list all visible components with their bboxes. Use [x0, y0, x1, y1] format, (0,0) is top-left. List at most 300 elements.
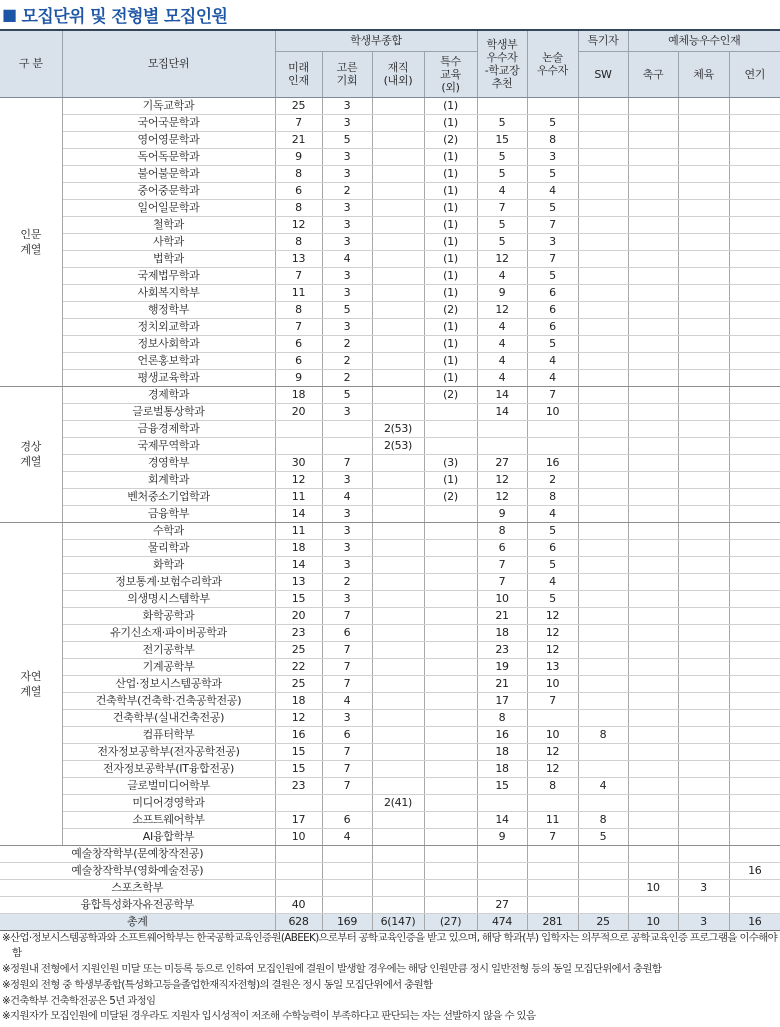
- unit-cell: 의생명시스템학부: [62, 590, 275, 607]
- table-row: [0, 267, 780, 284]
- cell-school-rec: 9: [477, 505, 527, 522]
- cell-mirae: 12: [275, 216, 322, 233]
- cell-teuksu: [424, 879, 477, 896]
- cell-essay: 5: [527, 590, 578, 607]
- cell-teuksu: [424, 658, 477, 675]
- cell-essay: [527, 794, 578, 811]
- total-school-rec: 474: [477, 913, 527, 930]
- cell-school-rec: [477, 97, 527, 114]
- cell-school-rec: 7: [477, 573, 527, 590]
- cell-soccer: [628, 403, 678, 420]
- unit-cell: 기계공학부: [62, 658, 275, 675]
- footnote: ※산업·정보시스템공학과와 소프트웨어학부는 한국공학교육인증원(ABEEK)으로부터 공학교육인증을 받고 있으며, 해당 학과(부) 입학자는 의무적으로 공학교육인증 프로그램을 이수해야 함: [2, 931, 778, 960]
- cell-acting: [729, 641, 780, 658]
- table-row: [0, 624, 780, 641]
- cell-essay: 4: [527, 352, 578, 369]
- cell-essay: [527, 420, 578, 437]
- cell-school-rec: 21: [477, 607, 527, 624]
- cell-sw: [578, 641, 628, 658]
- cell-acting: [729, 131, 780, 148]
- cell-pe: [678, 182, 729, 199]
- cell-acting: [729, 743, 780, 760]
- cell-mirae: 23: [275, 777, 322, 794]
- total-row: [0, 913, 780, 930]
- total-sw: 25: [578, 913, 628, 930]
- cell-pe: [678, 811, 729, 828]
- cell-essay: 12: [527, 760, 578, 777]
- cell-mirae: 25: [275, 675, 322, 692]
- table-row: [0, 811, 780, 828]
- cell-acting: [729, 284, 780, 301]
- cell-goreun: [322, 879, 372, 896]
- cell-school-rec: 21: [477, 675, 527, 692]
- cell-jaejik: [372, 811, 424, 828]
- cell-goreun: 3: [322, 709, 372, 726]
- cell-goreun: 3: [322, 505, 372, 522]
- page-title-text: 모집단위 및 전형별 모집인원: [21, 7, 228, 27]
- cell-pe: [678, 641, 729, 658]
- cell-mirae: [275, 420, 322, 437]
- cell-mirae: 13: [275, 573, 322, 590]
- cell-teuksu: (1): [424, 216, 477, 233]
- category-cell: 인문 계열: [0, 97, 62, 386]
- cell-soccer: [628, 182, 678, 199]
- table-row: [0, 284, 780, 301]
- cell-essay: 10: [527, 675, 578, 692]
- cell-acting: [729, 318, 780, 335]
- cell-goreun: 7: [322, 658, 372, 675]
- cell-soccer: [628, 539, 678, 556]
- cell-essay: 12: [527, 624, 578, 641]
- cell-teuksu: (1): [424, 369, 477, 386]
- cell-teuksu: [424, 811, 477, 828]
- cell-soccer: [628, 658, 678, 675]
- cell-sw: [578, 590, 628, 607]
- cell-essay: 3: [527, 233, 578, 250]
- cell-sw: [578, 556, 628, 573]
- cell-teuksu: (1): [424, 318, 477, 335]
- cell-essay: 5: [527, 165, 578, 182]
- cell-mirae: 30: [275, 454, 322, 471]
- table-row: [0, 301, 780, 318]
- cell-acting: [729, 658, 780, 675]
- cell-school-rec: 14: [477, 811, 527, 828]
- cell-teuksu: [424, 590, 477, 607]
- cell-soccer: [628, 114, 678, 131]
- cell-sw: [578, 318, 628, 335]
- table-row: [0, 777, 780, 794]
- cell-school-rec: 5: [477, 114, 527, 131]
- cell-mirae: 10: [275, 828, 322, 845]
- cell-jaejik: [372, 505, 424, 522]
- cell-sw: [578, 131, 628, 148]
- cell-sw: [578, 437, 628, 454]
- cell-school-rec: 14: [477, 386, 527, 403]
- cell-goreun: 3: [322, 267, 372, 284]
- cell-pe: [678, 403, 729, 420]
- cell-pe: [678, 165, 729, 182]
- cell-sw: [578, 709, 628, 726]
- cell-sw: [578, 148, 628, 165]
- cell-pe: [678, 675, 729, 692]
- cell-essay: 8: [527, 131, 578, 148]
- cell-teuksu: (2): [424, 131, 477, 148]
- cell-soccer: [628, 369, 678, 386]
- unit-cell: 전기공학부: [62, 641, 275, 658]
- cell-acting: [729, 335, 780, 352]
- cell-mirae: 22: [275, 658, 322, 675]
- cell-pe: [678, 386, 729, 403]
- cell-pe: [678, 573, 729, 590]
- total-essay: 281: [527, 913, 578, 930]
- cell-teuksu: (1): [424, 471, 477, 488]
- cell-pe: [678, 777, 729, 794]
- cell-mirae: 18: [275, 386, 322, 403]
- cell-essay: [527, 879, 578, 896]
- cell-goreun: 4: [322, 250, 372, 267]
- cell-pe: [678, 590, 729, 607]
- total-goreun: 169: [322, 913, 372, 930]
- cell-acting: [729, 828, 780, 845]
- cell-pe: [678, 794, 729, 811]
- cell-pe: [678, 131, 729, 148]
- table-row: [0, 573, 780, 590]
- cell-acting: [729, 369, 780, 386]
- table-row: [0, 794, 780, 811]
- cell-acting: [729, 267, 780, 284]
- cell-essay: 12: [527, 743, 578, 760]
- cell-pe: [678, 335, 729, 352]
- cell-teuksu: [424, 760, 477, 777]
- unit-cell: 정치외교학과: [62, 318, 275, 335]
- cell-sw: [578, 896, 628, 913]
- unit-cell: 사학과: [62, 233, 275, 250]
- cell-sw: [578, 879, 628, 896]
- cell-essay: 4: [527, 505, 578, 522]
- header-jaejik: 재직 (내외): [372, 51, 424, 97]
- cell-acting: [729, 233, 780, 250]
- cell-school-rec: 18: [477, 760, 527, 777]
- cell-jaejik: [372, 573, 424, 590]
- cell-school-rec: 23: [477, 641, 527, 658]
- cell-goreun: 3: [322, 233, 372, 250]
- unit-cell: 건축학부(실내건축전공): [62, 709, 275, 726]
- cell-jaejik: [372, 335, 424, 352]
- table-row: [0, 250, 780, 267]
- cell-jaejik: [372, 539, 424, 556]
- cell-jaejik: [372, 233, 424, 250]
- cell-school-rec: 27: [477, 896, 527, 913]
- cell-acting: [729, 590, 780, 607]
- table-row: [0, 896, 780, 913]
- header-pe: 체육: [678, 51, 729, 97]
- cell-jaejik: [372, 760, 424, 777]
- cell-sw: [578, 165, 628, 182]
- table-row: [0, 726, 780, 743]
- header-unit: 모집단위: [62, 30, 275, 97]
- cell-goreun: 3: [322, 114, 372, 131]
- cell-teuksu: [424, 794, 477, 811]
- cell-pe: [678, 250, 729, 267]
- cell-pe: 3: [678, 879, 729, 896]
- cell-jaejik: [372, 97, 424, 114]
- cell-mirae: 7: [275, 114, 322, 131]
- unit-cell: 법학과: [62, 250, 275, 267]
- recruitment-table: [0, 29, 780, 931]
- table-row: [0, 233, 780, 250]
- cell-jaejik: [372, 607, 424, 624]
- cell-acting: [729, 250, 780, 267]
- cell-school-rec: 16: [477, 726, 527, 743]
- cell-jaejik: [372, 403, 424, 420]
- cell-goreun: 2: [322, 182, 372, 199]
- cell-school-rec: 15: [477, 777, 527, 794]
- cell-jaejik: [372, 590, 424, 607]
- table-row: [0, 420, 780, 437]
- cell-school-rec: [477, 845, 527, 862]
- cell-sw: [578, 335, 628, 352]
- cell-school-rec: 4: [477, 335, 527, 352]
- cell-goreun: 3: [322, 199, 372, 216]
- unit-cell: 사회복지학부: [62, 284, 275, 301]
- total-label: 총계: [0, 913, 275, 930]
- cell-mirae: 25: [275, 97, 322, 114]
- cell-pe: [678, 845, 729, 862]
- cell-acting: [729, 488, 780, 505]
- table-row: [0, 216, 780, 233]
- cell-school-rec: [477, 879, 527, 896]
- cell-jaejik: [372, 199, 424, 216]
- cell-acting: [729, 148, 780, 165]
- cell-soccer: [628, 284, 678, 301]
- unit-cell: 행정학부: [62, 301, 275, 318]
- cell-mirae: 11: [275, 488, 322, 505]
- cell-pe: [678, 539, 729, 556]
- cell-school-rec: 12: [477, 301, 527, 318]
- unit-cell: 융합특성화자유전공학부: [0, 896, 275, 913]
- unit-cell: 전자정보공학부(IT융합전공): [62, 760, 275, 777]
- cell-soccer: [628, 743, 678, 760]
- cell-school-rec: 12: [477, 250, 527, 267]
- cell-pe: [678, 709, 729, 726]
- cell-pe: [678, 97, 729, 114]
- cell-mirae: 12: [275, 709, 322, 726]
- total-mirae: 628: [275, 913, 322, 930]
- cell-jaejik: [372, 386, 424, 403]
- cell-sw: [578, 216, 628, 233]
- cell-sw: 4: [578, 777, 628, 794]
- cell-pe: [678, 148, 729, 165]
- cell-teuksu: [424, 777, 477, 794]
- unit-cell: 영어영문학과: [62, 131, 275, 148]
- cell-essay: 2: [527, 471, 578, 488]
- cell-acting: [729, 556, 780, 573]
- cell-mirae: 12: [275, 471, 322, 488]
- table-body: [0, 97, 780, 930]
- table-row: [0, 743, 780, 760]
- cell-pe: [678, 726, 729, 743]
- cell-teuksu: (1): [424, 284, 477, 301]
- cell-teuksu: (2): [424, 301, 477, 318]
- cell-soccer: [628, 641, 678, 658]
- cell-teuksu: (1): [424, 352, 477, 369]
- cell-mirae: [275, 862, 322, 879]
- cell-jaejik: [372, 556, 424, 573]
- cell-jaejik: [372, 131, 424, 148]
- cell-jaejik: [372, 454, 424, 471]
- cell-acting: [729, 760, 780, 777]
- cell-pe: [678, 284, 729, 301]
- cell-goreun: 4: [322, 488, 372, 505]
- cell-soccer: [628, 794, 678, 811]
- cell-goreun: 7: [322, 641, 372, 658]
- table-row: [0, 709, 780, 726]
- cell-teuksu: [424, 862, 477, 879]
- cell-teuksu: [424, 403, 477, 420]
- cell-sw: [578, 845, 628, 862]
- page-title: [0, 0, 780, 29]
- cell-jaejik: [372, 726, 424, 743]
- unit-cell: 컴퓨터학부: [62, 726, 275, 743]
- cell-school-rec: [477, 420, 527, 437]
- cell-mirae: 8: [275, 233, 322, 250]
- cell-goreun: 3: [322, 471, 372, 488]
- table-row: [0, 403, 780, 420]
- cell-goreun: 7: [322, 454, 372, 471]
- cell-essay: 6: [527, 318, 578, 335]
- unit-cell: 화학공학과: [62, 607, 275, 624]
- cell-goreun: 3: [322, 403, 372, 420]
- cell-pe: [678, 420, 729, 437]
- cell-essay: 5: [527, 199, 578, 216]
- table-row: [0, 505, 780, 522]
- cell-pe: [678, 760, 729, 777]
- cell-jaejik: [372, 675, 424, 692]
- cell-soccer: [628, 97, 678, 114]
- cell-essay: 5: [527, 556, 578, 573]
- table-row: [0, 862, 780, 879]
- cell-mirae: 6: [275, 182, 322, 199]
- cell-teuksu: [424, 743, 477, 760]
- table-row: [0, 879, 780, 896]
- cell-acting: [729, 420, 780, 437]
- cell-mirae: 6: [275, 335, 322, 352]
- cell-essay: 4: [527, 573, 578, 590]
- cell-teuksu: (1): [424, 165, 477, 182]
- total-pe: 3: [678, 913, 729, 930]
- cell-essay: 7: [527, 386, 578, 403]
- unit-cell: 수학과: [62, 522, 275, 539]
- category-cell: 경상 계열: [0, 386, 62, 522]
- unit-cell: 중어중문학과: [62, 182, 275, 199]
- cell-soccer: [628, 420, 678, 437]
- total-acting: 16: [729, 913, 780, 930]
- cell-essay: 8: [527, 488, 578, 505]
- table-row: [0, 675, 780, 692]
- cell-mirae: 8: [275, 165, 322, 182]
- cell-essay: 6: [527, 539, 578, 556]
- cell-mirae: 13: [275, 250, 322, 267]
- cell-pe: [678, 437, 729, 454]
- unit-cell: 국제법무학과: [62, 267, 275, 284]
- cell-teuksu: [424, 573, 477, 590]
- cell-jaejik: [372, 828, 424, 845]
- cell-teuksu: [424, 420, 477, 437]
- table-row: [0, 386, 780, 403]
- cell-goreun: 3: [322, 148, 372, 165]
- cell-teuksu: [424, 437, 477, 454]
- table-row: [0, 760, 780, 777]
- cell-school-rec: 9: [477, 284, 527, 301]
- cell-goreun: [322, 845, 372, 862]
- table-row: [0, 437, 780, 454]
- cell-essay: [527, 845, 578, 862]
- cell-mirae: 16: [275, 726, 322, 743]
- cell-soccer: [628, 216, 678, 233]
- cell-school-rec: 27: [477, 454, 527, 471]
- cell-jaejik: [372, 777, 424, 794]
- cell-school-rec: 5: [477, 233, 527, 250]
- cell-acting: [729, 709, 780, 726]
- header-soccer: 축구: [628, 51, 678, 97]
- cell-pe: [678, 318, 729, 335]
- cell-pe: [678, 114, 729, 131]
- cell-school-rec: 6: [477, 539, 527, 556]
- cell-teuksu: (2): [424, 488, 477, 505]
- cell-essay: [527, 437, 578, 454]
- table-row: [0, 607, 780, 624]
- cell-pe: [678, 369, 729, 386]
- cell-school-rec: [477, 437, 527, 454]
- cell-soccer: [628, 165, 678, 182]
- unit-cell: 건축학부(건축학·건축공학전공): [62, 692, 275, 709]
- cell-sw: [578, 760, 628, 777]
- cell-pe: [678, 658, 729, 675]
- cell-essay: 4: [527, 369, 578, 386]
- cell-teuksu: [424, 828, 477, 845]
- cell-acting: [729, 352, 780, 369]
- cell-acting: [729, 216, 780, 233]
- cell-school-rec: 8: [477, 522, 527, 539]
- cell-acting: [729, 794, 780, 811]
- cell-soccer: [628, 573, 678, 590]
- cell-soccer: [628, 131, 678, 148]
- cell-goreun: 2: [322, 352, 372, 369]
- cell-essay: 12: [527, 607, 578, 624]
- cell-pe: [678, 556, 729, 573]
- cell-mirae: 15: [275, 760, 322, 777]
- header-school-recommendation: 학생부 우수자 -학교장 추천: [477, 30, 527, 97]
- cell-sw: [578, 420, 628, 437]
- cell-school-rec: 8: [477, 709, 527, 726]
- cell-jaejik: [372, 369, 424, 386]
- cell-teuksu: (2): [424, 386, 477, 403]
- cell-sw: [578, 505, 628, 522]
- cell-sw: [578, 267, 628, 284]
- cell-goreun: 3: [322, 284, 372, 301]
- cell-mirae: 8: [275, 199, 322, 216]
- cell-school-rec: 5: [477, 216, 527, 233]
- cell-goreun: 2: [322, 369, 372, 386]
- unit-cell: 글로벌미디어학부: [62, 777, 275, 794]
- table-row: [0, 352, 780, 369]
- header-category: 구 분: [0, 30, 62, 97]
- cell-school-rec: 4: [477, 182, 527, 199]
- cell-goreun: 6: [322, 624, 372, 641]
- cell-pe: [678, 216, 729, 233]
- cell-mirae: 6: [275, 352, 322, 369]
- cell-school-rec: 10: [477, 590, 527, 607]
